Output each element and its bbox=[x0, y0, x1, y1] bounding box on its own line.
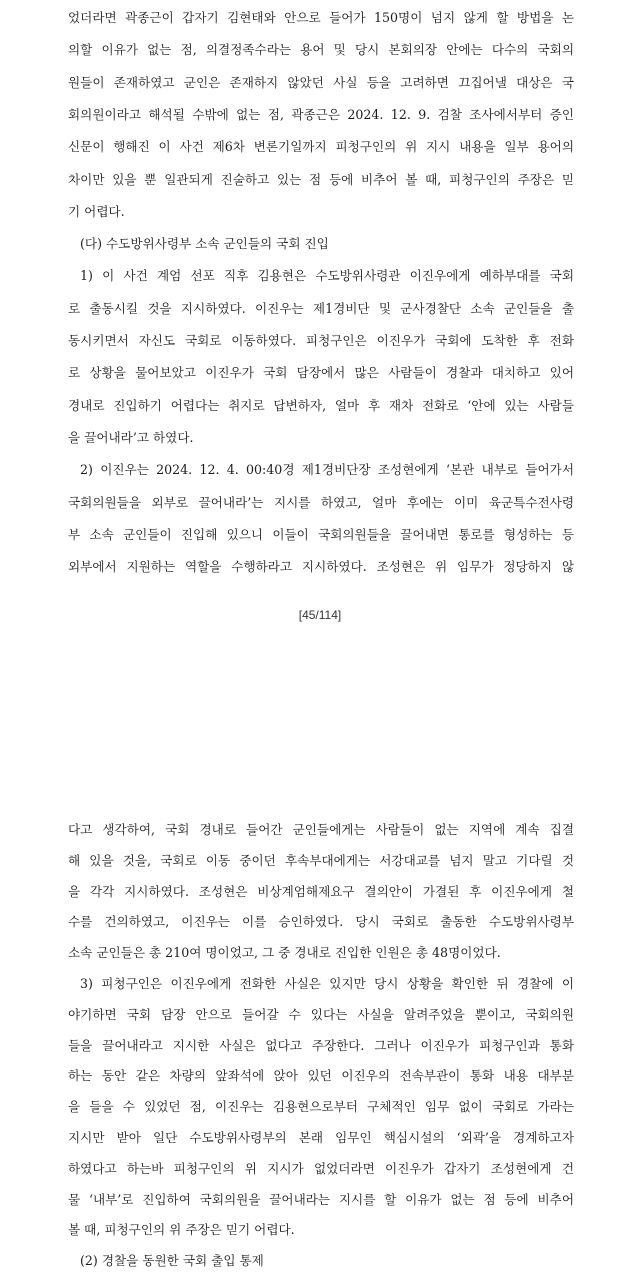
text-line: 원들이 존재하였고 군인은 존재하지 않았던 사실 등을 고려하면 끄집어낼 대상은 국 bbox=[68, 74, 574, 90]
text-line: 회의원이라고 해석될 수밖에 없는 점, 곽종근은 2024. 12. 9. 검찰 조사에서부터 증인 bbox=[68, 106, 574, 122]
text-line: 지시만 받아 일단 수도방위사령부의 본래 임무인 핵심시설의 ‘외곽’을 경계하고자 bbox=[68, 1130, 574, 1145]
text-line: 들을 끌어내라고 지시한 사실은 없다고 주장한다. 그러나 이진우가 피청구인과 통화 bbox=[68, 1037, 574, 1053]
text-line: 하였다고 하는바 피청구인의 위 지시가 없었더라면 이진우가 갑자기 조성현에게 건 bbox=[68, 1160, 574, 1176]
page-number: [45/114] bbox=[298, 608, 342, 622]
text-line: 다고 생각하여, 국회 경내로 들어간 군인들에게는 사람들이 없는 지역에 계속 집결 bbox=[68, 822, 574, 837]
text-line: 물 ‘내부’로 진입하여 국회의원을 끌어내라는 지시를 할 이유가 없는 점 등에 비추어 bbox=[68, 1191, 574, 1207]
text-line: 을 각각 지시하였다. 조성현은 비상계엄해제요구 결의안이 가결된 후 이진우에게 철 bbox=[68, 883, 574, 899]
text-line: 수를 건의하였고, 이진우는 이를 승인하였다. 당시 국회로 출동한 수도방위사령부 bbox=[68, 914, 574, 930]
text-line: 국회의원들을 외부로 끌어내라’는 지시를 하였고, 얼마 후에는 이미 육군특수전사령 bbox=[68, 494, 574, 510]
text-line: 의할 이유가 없는 점, 의결정족수라는 용어 및 당시 본회의장 안에는 다수의 국회의 bbox=[68, 42, 574, 58]
text-line: 부 소속 군인들이 진입해 있으니 이들이 국회의원들을 끌어내면 통로를 형성하는 등 bbox=[68, 526, 574, 542]
page-bottom-text-block bbox=[0, 805, 640, 1280]
section-heading: (2) 경찰을 동원한 국회 출입 통제 bbox=[80, 1253, 264, 1269]
text-line: 하는 동안 같은 차량의 앞좌석에 앉아 있던 이진우의 전속부관이 통화 내용 대부분 bbox=[68, 1068, 574, 1084]
page-top-text-block bbox=[0, 0, 640, 600]
text-line: 을 들을 수 있었던 점, 이진우는 김용현으로부터 구체적인 임무 없이 국회로 가라는 bbox=[68, 1099, 574, 1115]
text-line: 로 출동시킬 것을 지시하였다. 이진우는 제1경비단 및 군사경찰단 소속 군인들을 출 bbox=[68, 300, 574, 316]
text-line: 해 있을 것을, 국회로 이동 중이던 후속부대에게는 서강대교를 넘지 말고 기다릴 것 bbox=[68, 852, 574, 868]
text-line: 동시키면서 자신도 국회로 이동하였다. 피청구인은 이진우가 국회에 도착한 후 전화 bbox=[68, 333, 574, 348]
text-line: 야기하면 국회 담장 안으로 들어갈 수 있다는 사실을 알려주었을 뿐이고, 국회의원 bbox=[68, 1006, 574, 1022]
text-line: 소속 군인들은 총 210여 명이었고, 그 중 경내로 진입한 인원은 총 48명이었다. bbox=[68, 945, 501, 961]
text-line: 볼 때, 피청구인의 위 주장은 믿기 어렵다. bbox=[68, 1222, 295, 1238]
text-line: 1) 이 사건 계엄 선포 직후 김용현은 수도방위사령관 이진우에게 예하부대를 국회 bbox=[80, 268, 574, 284]
text-line: 3) 피청구인은 이진우에게 전화한 사실은 있지만 당시 상황을 확인한 뒤 경찰에 이 bbox=[80, 976, 574, 991]
text-line: 2) 이진우는 2024. 12. 4. 00:40경 제1경비단장 조성현에게 ‘본관 내부로 들어가서 bbox=[80, 462, 574, 478]
text-line: 차이만 있을 뿐 일관되게 진술하고 있는 점 등에 비추어 볼 때, 피청구인의 주장은 믿 bbox=[68, 171, 574, 187]
text-line: 신문이 행해진 이 사건 제6차 변론기일까지 피청구인의 위 지시 내용을 일부 용어의 bbox=[68, 139, 574, 155]
text-line: 을 끌어내라’고 하였다. bbox=[68, 429, 194, 445]
text-line: 외부에서 지원하는 역할을 수행하라고 지시하였다. 조성현은 위 임무가 정당하지 않 bbox=[68, 559, 574, 575]
text-line: 로 상황을 물어보았고 이진우가 국회 담장에서 많은 사람들이 경찰과 대치하고 있어 bbox=[68, 365, 574, 381]
text-line: 기 어렵다. bbox=[68, 203, 125, 219]
text-line: 었더라면 곽종근이 갑자기 김현태와 안으로 들어가 150명이 넘지 않게 할 방법을 논 bbox=[68, 10, 574, 25]
section-heading: (다) 수도방위사령부 소속 군인들의 국회 진입 bbox=[80, 236, 329, 252]
text-line: 경내로 진입하기 어렵다는 취지로 답변하자, 얼마 후 재차 전화로 ‘안에 있는 사람들 bbox=[68, 397, 574, 413]
